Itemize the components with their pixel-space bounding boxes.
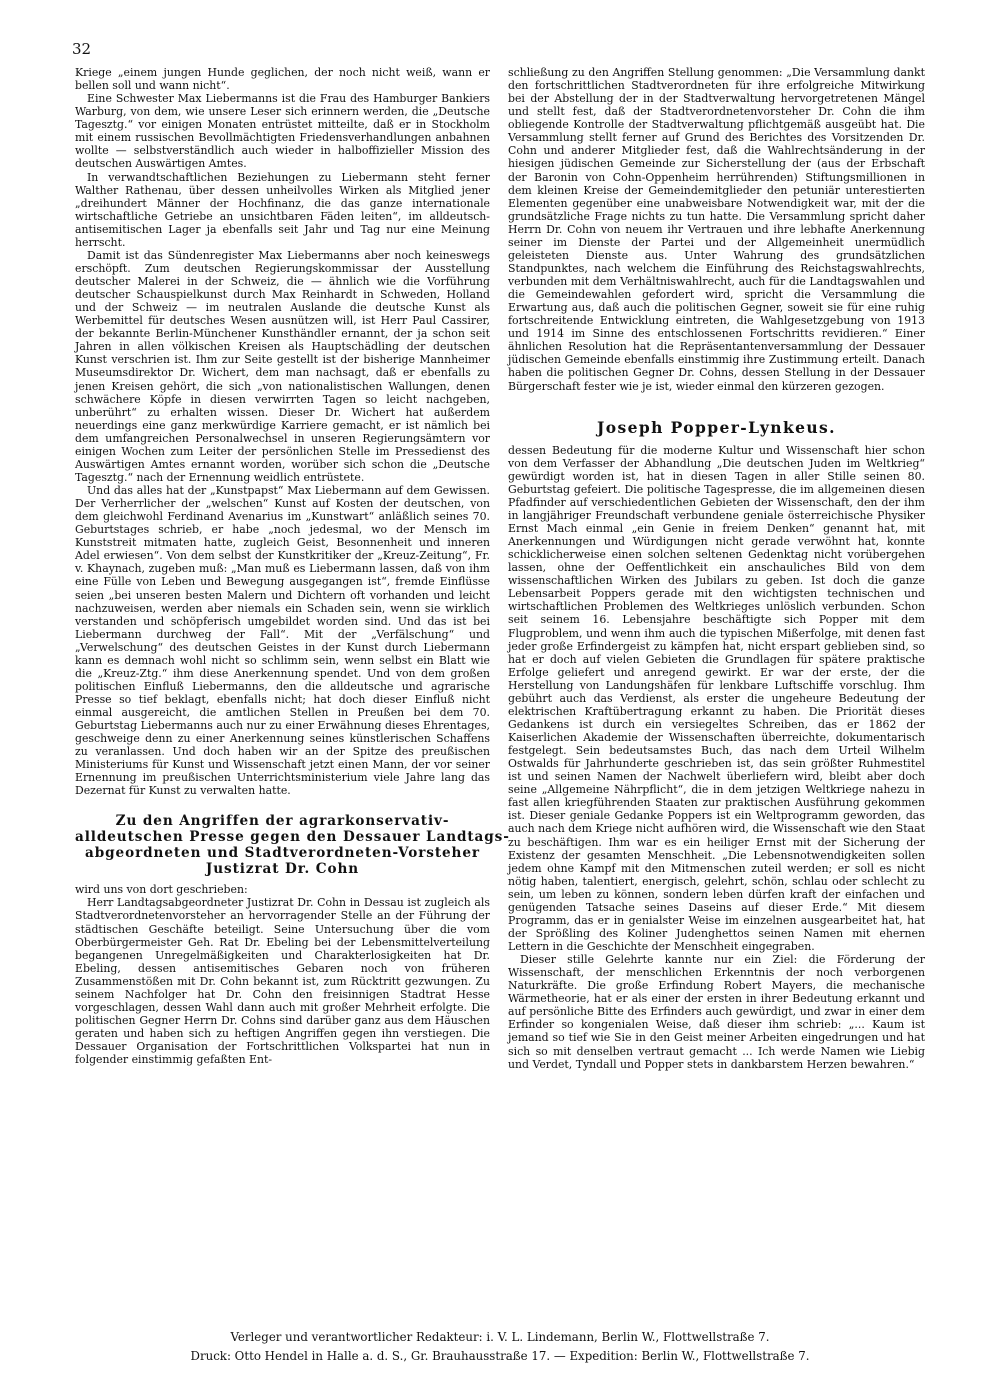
article-paragraph: Eine Schwester Max Liebermanns ist die Frau des Hamburger Bankiers Warburg, von dem, wie unsere Leser sich erinnern werden, die „Deutsche Tagesztg.“ vor einigen Monaten entrüstet mitteilte, daß er in Stockholm mit einem russischen Bevollmächtigten Friedensverhandlungen anbahnen wollte — selbstverständlich auch wieder in halboffizieller Mission des deutschen Auswärtigen Amtes. (75, 92, 490, 171)
article-paragraph: Und das alles hat der „Kunstpapst“ Max Liebermann auf dem Gewissen. Der Verherrlicher der „welschen“ Kunst auf Kosten der deutschen, von dem gleichwohl Ferdinand Avenarius im „Kunstwart“ anläßlich seines 70. Geburtstages schrieb, er habe „noch jedesmal, wo der Mensch im Kunststreit mitmaten hatte, zugleich Geist, Besonnenheit und inneren Adel erwiesen“. Von dem selbst der Kunstkritiker der „Kreuz-Zeitung“, Fr. v. Khaynach, zugeben muß: „Man muß es Liebermann lassen, daß von ihm eine Fülle von Leben und Bewegung ausgegangen ist“, fremde Einflüsse seien „bei unseren besten Malern und Dichtern oft vorhanden und leicht nachzuweisen, werden aber niemals ein Schaden sein, wenn sie wirklich verstanden und schöpferisch umgebildet worden sind. Und das ist bei Liebermann durchweg der Fall“. Mit der „Verfälschung“ und „Verwelschung“ des deutschen Geistes in der Kunst durch Liebermann kann es demnach wohl nicht so schlimm sein, wenn selbst ein Blatt wie die „Kreuz-Ztg.“ ihm diese Anerkennung spendet. Und von dem großen politischen Einfluß Liebermanns, den die alldeutsche und agrarische Presse so tief beklagt, ebenfalls nicht; hat doch dieser Einfluß nicht einmal ausgereicht, die amtlichen Stellen in Preußen bei dem 70. Geburtstag Liebermanns auch nur zu einer Erwähnung dieses Ehrentages, geschweige denn zu einer Anerkennung seines künstlerischen Schaffens zu veranlassen. Und doch haben wir an der Spitze des preußischen Ministeriums für Kunst und Wissenschaft jetzt einen Mann, der vor seiner Ernennung im preußischen Unterrichtsministerium viele Jahre lang das Dezernat für Kunst zu verwalten hatte. (75, 484, 490, 798)
article-paragraph: Kriege „einem jungen Hunde geglichen, der noch nicht weiß, wann er bellen soll und wann nicht“. (75, 66, 490, 93)
article-paragraph: Damit ist das Sündenregister Max Liebermanns aber noch keineswegs erschöpft. Zum deutschen Regierungskommissar der Ausstellung deutscher Malerei in der Schweiz, die — ähnlich wie die Vorführung deutscher Schauspielkunst durch Max Reinhardt in Schweden, Holland und der Schweiz — im neutralen Auslande die deutsche Kunst als Werbemittel für deutsches Wesen ausnützen will, ist Herr Paul Cassirer, der bekannte Berlin-Münchener Kunsthändler ernannt, der ja schon seit Jahren in allen völkischen Kreisen als Hauptschädling der deutschen Kunst verschrien ist. Ihm zur Seite gestellt ist der bisherige Mannheimer Museumsdirektor Dr. Wichert, dem man nachsagt, daß er ebenfalls zu jenen Kreisen gehört, die sich „von nationalistischen Wallungen, denen schwächere Köpfe in diesen verwirrten Tagen so leicht nachgeben, unberührt“ zu erhalten wissen. Dieser Dr. Wichert hat außerdem neuerdings eine ganz merkwürdige Karriere gemacht, er ist nämlich bei dem umfangreichen Personalwechsel in unseren Regierungsämtern vor einigen Wochen zum Leiter der persönlichen Stelle im Pressedienst des Auswärtigen Amtes ernannt worden, worüber sich schon die „Deutsche Tagesztg.“ nach der Ernennung weidlich entrüstete. (75, 248, 490, 484)
article-heading-line: Zu den Angriffen der agrarkonservativ- (115, 812, 450, 829)
right-column (508, 66, 925, 1071)
imprint-printer: Druck: Otto Hendel in Halle a. d. S., Gr. Brauhausstraße 17. — Expedition: Berlin W., Flottwellstraße 7. (190, 1349, 810, 1363)
article-heading-line: alldeutschen Presse gegen den Dessauer Landtags- (75, 828, 510, 845)
article-paragraph: dessen Bedeutung für die moderne Kultur und Wissenschaft hier schon von dem Verfasser der Abhandlung „Die deutschen Juden im Weltkrieg“ gewürdigt worden ist, hat in diesen Tagen in aller Stille seinen 80. Geburtstag gefeiert. Die politische Tagespresse, die im allgemeinen diesen Pfadfinder auf verschiedentlichen Gebieten der Wissenschaft, den der ihm in langjähriger Freundschaft verbundene geniale österreichische Physiker Ernst Mach einmal „ein Genie in freiem Denken“ genannt hat, mit Anerkennungen und Würdigungen nicht gerade verwöhnt hat, konnte schicklicherweise einen solchen seltenen Gedenktag nicht vorübergehen lassen, ohne der Oeffentlichkeit ein anschauliches Bild von dem wissenschaftlichen Wirken des Jubilars zu geben. Ist doch die ganze Lebensarbeit Poppers gerade mit den wichtigsten technischen und wirtschaftlichen Problemen des Weltkrieges unlöslich verbunden. Schon seit seinem 16. Lebensjahre beschäftigte sich Popper mit dem Flugproblem, und wenn ihm auch die typischen Mißerfolge, mit denen fast jeder große Erfindergeist zu kämpfen hat, nicht erspart geblieben sind, so hat er doch auf vielen Gebieten die Grundlagen für spätere praktische Erfolge geliefert und anregend gewirkt. Er war der erste, der die Herstellung von Landungshäfen für lenkbare Luftschiffe vorschlug. Ihm gebührt auch das Verdienst, als erster die ungeheure Bedeutung der elektrischen Kraftübertragung erkannt zu haben. Die Priorität dieses Gedankens ist durch ein versiegeltes Schreiben, das er 1862 der Kaiserlichen Akademie der Wissenschaften überreichte, dokumentarisch festgelegt. Sein bedeutsamstes Buch, das nach dem Urteil Wilhelm Ostwalds für Jahrhunderte geschrieben ist, das sein größter Ruhmestitel ist und seinen Namen der Nachwelt überliefern wird, bleibt aber doch seine „Allgemeine Nährpflicht“, die in dem jetzigen Weltkriege nahezu in fast allen kriegführenden Staaten zur praktischen Ausführung gekommen ist. Dieser geniale Gedanke Poppers ist ein Weltprogramm geworden, das auch nach dem Kriege nicht aufhören wird, die Wissenschaft wie den Staat zu beschäftigen. Ihm war es ein heiliger Ernst mit der Sicherung der Existenz der gesamten Menschheit. „Die Lebensnotwendigkeiten sollen jedem ohne Kampf mit den Mitmenschen zuteil werden; er soll es nicht nötig haben, talentiert, energisch, gelehrt, schön, schlau oder schlecht zu sein, um leben zu können, sondern leben dürfen kraft der einfachen und genügenden Tatsache seines Daseins auf dieser Erde.“ Mit diesem Programm, das er in genialster Weise im einzelnen ausgearbeitet hat, hat der Sprößling des Koliner Judenghettos seinen Namen mit ehernen Lettern in die Geschichte der Menschheit eingegraben. (508, 443, 925, 953)
article-lead-in: wird uns von dort geschrieben: (75, 883, 248, 897)
article-heading-line: Justizrat Dr. Cohn (205, 861, 360, 878)
left-column (75, 66, 510, 1067)
article-paragraph: Dieser stille Gelehrte kannte nur ein Ziel: die Förderung der Wissenschaft, der menschlichen Erkenntnis der noch verborgenen Naturkräfte. Die große Erfindung Robert Mayers, die mechanische Wärmetheorie, hat er als einer der ersten in ihrer Bedeutung erkannt und auf persönliche Bitte des Erfinders auch gewürdigt, und zwar in einer dem Erfinder so kongenialen Weise, daß dieser ihm schrieb: „... Kaum ist jemand so tief wie Sie in den Geist meiner Arbeiten eingedrungen und hat sich so mit denselben vertraut gemacht ... Ich werde Namen wie Liebig und Verdet, Tyndall und Popper stets in dankbarstem Herzen bewahren.“ (508, 953, 925, 1071)
section-title: Joseph Popper-Lynkeus. (597, 417, 836, 437)
article-paragraph: schließung zu den Angriffen Stellung genommen: „Die Versammlung dankt den fortschrittlichen Stadtverordneten für ihre erfolgreiche Mitwirkung bei der Abstellung der in der Stadtverwaltung hervorgetretenen Mängel und stellt fest, daß der Stadtverordnetenvorsteher Dr. Cohn die ihm obliegende Kontrolle der Stadtverwaltung pflichtgemäß ausgeübt hat. Die Versammlung stellt ferner auf Grund des Berichtes des Vorsitzenden Dr. Cohn und anderer Mitglieder fest, daß die Wahlrechtsänderung in der hiesigen jüdischen Gemeinde zur Sicherstellung der (aus der Erbschaft der Baronin von Cohn-Oppenheim herrührenden) Stiftungsmillionen in dem kleinen Kreise der Gemeindemitglieder den petuniär unterestierten Elementen gegenüber eine unabweisbare Notwendigkeit war, mit der die grundsätzliche Frage nichts zu tun hatte. Die Versammlung spricht daher Herrn Dr. Cohn von neuem ihr Vertrauen und ihre lebhafte Anerkennung seiner im Dienste der Partei und der Allgemeinheit unermüdlich geleisteten Dienste aus. Unter Wahrung des grundsätzlichen Standpunktes, nach welchem die Einführung des Reichstagswahlrechts, verbunden mit dem Verhältniswahlrecht, auch für die Landtagswahlen und die Gemeindewahlen gefordert wird, spricht die Versammlung die Erwartung aus, daß auch die politischen Gegner, soweit sie für eine ruhig fortschreitende Entwicklung eintreten, die Wahlgesetzgebung von 1913 und 1914 im Sinne des entschlossenen Fortschritts revidieren.“ Einer ähnlichen Resolution hat die Repräsentantenversammlung der Dessauer jüdischen Gemeinde ebenfalls einstimmig ihre Zustimmung erteilt. Danach haben die politischen Gegner Dr. Cohns, dessen Stellung in der Dessauer Bürgerschaft fester wie je ist, wieder einmal den kürzeren gezogen. (508, 66, 925, 393)
article-paragraph: In verwandtschaftlichen Beziehungen zu Liebermann steht ferner Walther Rathenau, über dessen unheilvolles Wirken als Mitglied jener „dreihundert Männer der Hochfinanz, die das ganze internationale wirtschaftliche Getriebe an unsichtbaren Fäden leiten“, im alldeutsch-antisemitischen Lager ja ebenfalls seit Jahr und Tag nur eine Meinung herrscht. (75, 170, 490, 249)
article-paragraph: Herr Landtagsabgeordneter Justizrat Dr. Cohn in Dessau ist zugleich als Stadtverordnetenvorsteher an hervorragender Stelle an der Führung der städtischen Geschäfte beteiligt. Seine Untersuchung über die vom Oberbürgermeister Geh. Rat Dr. Ebeling bei der Lebensmittelverteilung begangenen Unregelmäßigkeiten und Charakterlosigkeiten hat Dr. Ebeling, dessen antisemitisches Gebaren noch von früheren Zusammenstößen mit Dr. Cohn bekannt ist, zum Rücktritt gezwungen. Zu seinem Nachfolger hat Dr. Cohn den freisinnigen Stadtrat Hesse vorgeschlagen, dessen Wahl dann auch mit großer Mehrheit erfolgte. Die politischen Gegner Herrn Dr. Cohns sind darüber ganz aus dem Häuschen geraten und haben sich zu heftigen Angriffen gegen ihn verstiegen. Die Dessauer Organisation der Fortschrittlichen Volkspartei hat nun in folgender einstimmig gefaßten Ent- (75, 896, 490, 1067)
page-number: 32 (72, 40, 92, 58)
article-heading-line: abgeordneten und Stadtverordneten-Vorsteher (85, 844, 480, 861)
article-heading (75, 812, 510, 878)
imprint-publisher: Verleger und verantwortlicher Redakteur: i. V. L. Lindemann, Berlin W., Flottwellstraße 7. (230, 1330, 770, 1344)
